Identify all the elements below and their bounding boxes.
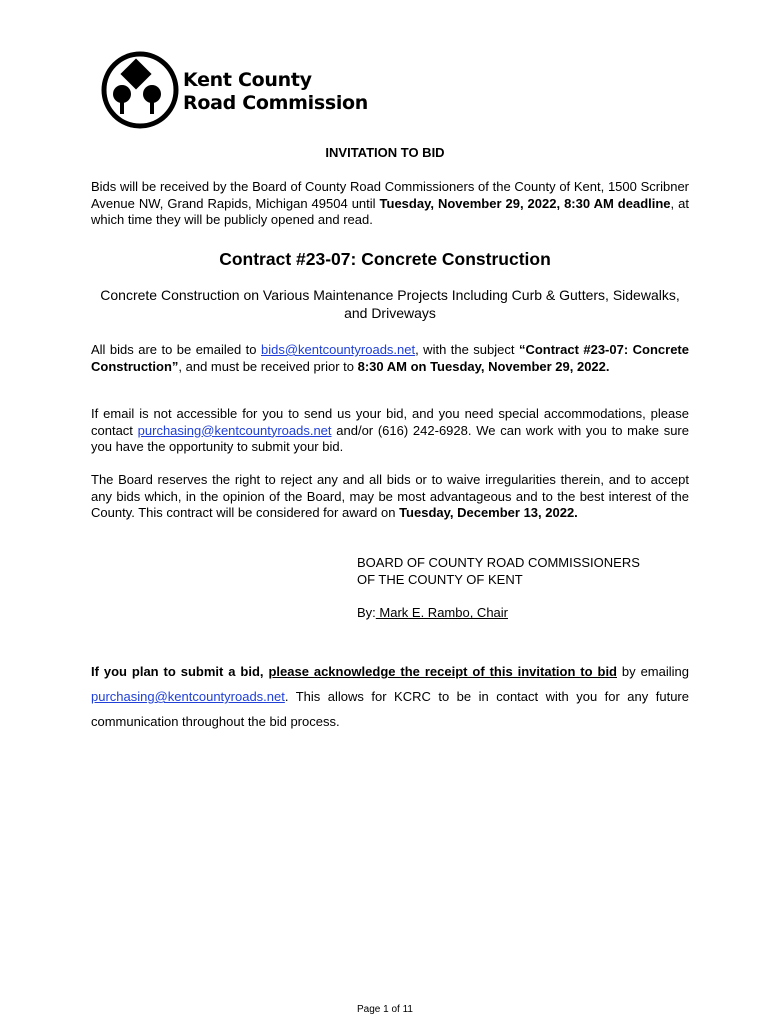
organization-name (183, 69, 368, 115)
ack-text-3: . This allows for KCRC to be in contact with you for any future communication throughout the bid process. (91, 689, 689, 729)
ack-purchasing-email-link[interactable]: purchasing@kentcountyroads.net (91, 689, 285, 704)
ack-text: If you plan to submit a bid, (91, 664, 269, 679)
email-instructions-paragraph (91, 342, 689, 375)
email-text-2: , with the subject (415, 342, 519, 357)
access-text: If email is not accessible for you to send us your bid, and you need special accommodations, please contact (91, 406, 689, 438)
purchasing-email-link[interactable]: purchasing@kentcountyroads.net (137, 422, 332, 438)
award-date: Tuesday, December 13, 2022. (399, 505, 578, 521)
signature-by (357, 605, 640, 622)
acknowledgement-paragraph (91, 659, 689, 734)
by-label: By: (357, 605, 376, 621)
access-text-2: and/or (616) 242-6928. We can work with you to make sure you have the opportunity to submit your bid. (91, 422, 689, 455)
ack-underlined: please acknowledge the receipt of this invitation to bid (268, 664, 617, 679)
board-text: The Board reserves the right to reject any and all bids or to waive irregularities therein, and to accept any bids which, in the opinion of the Board, may be most advantageous and to the best interest of the County. This contract will be considered for award on (91, 472, 689, 521)
ack-text-2: by emailing (617, 664, 689, 679)
org-name-line2: Road Commission (183, 92, 369, 114)
email-deadline: 8:30 AM on Tuesday, November 29, 2022. (357, 358, 610, 374)
signature-line2: OF THE COUNTY OF KENT (357, 571, 523, 587)
contract-subtitle: Concrete Construction on Various Maintenance Projects Including Curb & Gutters, Sidewalks, and Driveways (100, 287, 680, 321)
intro-text: Bids will be received by the Board of County Road Commissioners of the County of Kent, 1500 Scribner Avenue NW, Grand Rapids, Michigan 49504 until (91, 179, 689, 211)
accommodations-paragraph (91, 406, 689, 456)
email-subject: “Contract #23-07: Concrete Construction” (91, 342, 689, 374)
signature-line1: BOARD OF COUNTY ROAD COMMISSIONERS (357, 555, 640, 570)
intro-text-end: , at which time they will be publicly opened and read. (91, 195, 689, 228)
document-title: INVITATION TO BID (325, 145, 445, 160)
intro-deadline: Tuesday, November 29, 2022, 8:30 AM deadline (379, 195, 671, 211)
bids-email-link[interactable]: bids@kentcountyroads.net (260, 342, 416, 357)
email-text-3: , and must be received prior to (178, 358, 358, 374)
kent-county-logo (98, 50, 188, 130)
org-name-line1: Kent County (183, 69, 312, 91)
board-rights-paragraph (91, 472, 689, 522)
intro-paragraph (91, 179, 689, 229)
signature-block (357, 555, 640, 622)
email-text: All bids are to be emailed to (91, 342, 261, 357)
signatory-name: Mark E. Rambo, Chair (375, 605, 508, 621)
contract-title: Contract #23-07: Concrete Construction (219, 249, 551, 269)
page-number: Page 1 of 11 (357, 1004, 413, 1015)
